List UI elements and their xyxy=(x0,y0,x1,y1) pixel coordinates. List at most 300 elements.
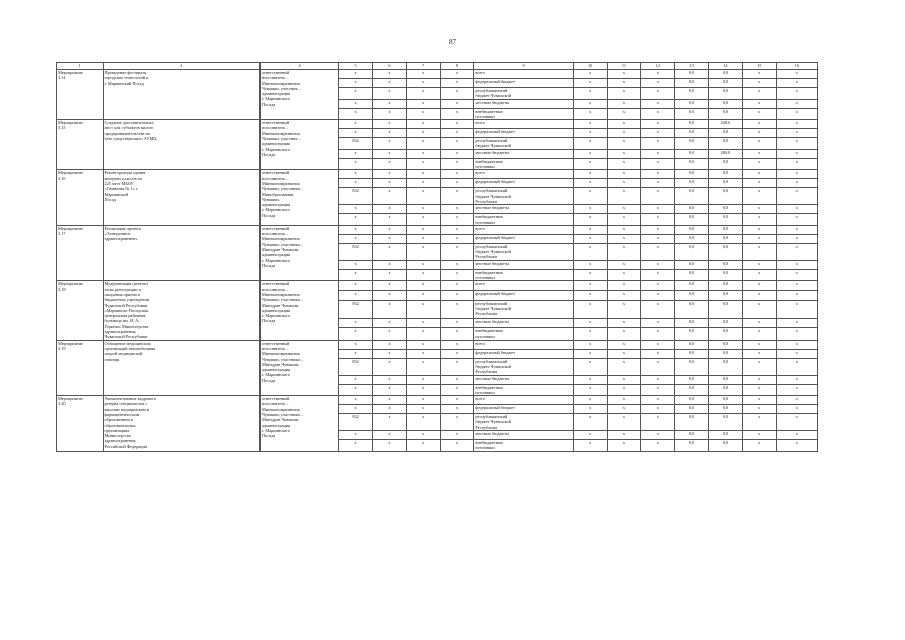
value-cell: x xyxy=(573,340,607,349)
funding-source: федеральный бюджет xyxy=(474,79,573,88)
value-cell: x xyxy=(440,375,474,384)
value-cell: x xyxy=(440,99,474,108)
value-cell: x xyxy=(372,340,406,349)
value-cell: x xyxy=(406,405,440,414)
value-cell: x xyxy=(440,214,474,226)
value-cell: x xyxy=(440,205,474,214)
value-cell: x xyxy=(742,349,776,358)
value-cell: x xyxy=(339,439,373,451)
value-cell: x xyxy=(742,439,776,451)
value-cell: x xyxy=(641,269,675,281)
value-cell: 280,0 xyxy=(709,149,743,158)
funding-source: внебюджетные источники xyxy=(474,108,573,120)
value-cell: 0,0 xyxy=(675,414,709,431)
value-cell: x xyxy=(339,129,373,138)
value-cell: 0,0 xyxy=(675,358,709,375)
value-cell: x xyxy=(742,79,776,88)
funding-source: федеральный бюджет xyxy=(474,129,573,138)
table-row xyxy=(57,396,818,405)
value-cell: 832 xyxy=(339,358,373,375)
value-cell: x xyxy=(607,129,641,138)
column-number: 15 xyxy=(742,63,776,70)
value-cell: x xyxy=(607,158,641,170)
value-cell: x xyxy=(742,108,776,120)
funding-source: федеральный бюджет xyxy=(474,349,573,358)
table-row xyxy=(57,170,818,179)
value-cell: x xyxy=(573,414,607,431)
value-cell: 0,0 xyxy=(675,243,709,260)
value-cell: x xyxy=(573,170,607,179)
table-row xyxy=(57,340,818,349)
value-cell: x xyxy=(440,358,474,375)
value-cell: x xyxy=(607,170,641,179)
column-number: 10 xyxy=(573,63,607,70)
value-cell: x xyxy=(372,170,406,179)
value-cell: x xyxy=(339,170,373,179)
value-cell: 832 xyxy=(339,300,373,318)
funding-source: местные бюджеты xyxy=(474,205,573,214)
value-cell: 0,0 xyxy=(709,430,743,439)
value-cell: x xyxy=(339,430,373,439)
value-cell: x xyxy=(406,396,440,405)
value-cell: x xyxy=(372,290,406,300)
value-cell: 0,0 xyxy=(709,205,743,214)
value-cell: x xyxy=(406,108,440,120)
value-cell: x xyxy=(406,149,440,158)
value-cell: x xyxy=(573,430,607,439)
funding-source: местные бюджеты xyxy=(474,149,573,158)
value-cell: 0,0 xyxy=(709,358,743,375)
value-cell: x xyxy=(641,375,675,384)
value-cell: 0,0 xyxy=(675,88,709,100)
column-number: 9 xyxy=(474,63,573,70)
value-cell: 0,0 xyxy=(709,179,743,188)
value-cell: x xyxy=(641,414,675,431)
value-cell: x xyxy=(406,129,440,138)
value-cell: x xyxy=(573,290,607,300)
value-cell: x xyxy=(776,260,817,269)
value-cell: x xyxy=(440,170,474,179)
value-cell: 0,0 xyxy=(675,328,709,340)
value-cell: x xyxy=(641,340,675,349)
value-cell: 0,0 xyxy=(675,340,709,349)
funding-source: всего xyxy=(474,340,573,349)
column-number: 1 xyxy=(57,63,104,70)
value-cell: x xyxy=(573,300,607,318)
value-cell: x xyxy=(372,300,406,318)
value-cell: x xyxy=(607,300,641,318)
value-cell: x xyxy=(339,340,373,349)
measure-responsible: ответственный исполнитель – Минэкономразвития Чувашии, участники – Минздрав Чувашии, администрация г. Мариинского Посада xyxy=(260,225,338,280)
value-cell: 0,0 xyxy=(675,281,709,291)
value-cell: x xyxy=(406,79,440,88)
value-cell: x xyxy=(641,205,675,214)
value-cell: 0,0 xyxy=(709,375,743,384)
value-cell: x xyxy=(742,328,776,340)
value-cell: x xyxy=(406,138,440,150)
measure-id: Мероприятие 3.16 xyxy=(57,170,104,225)
value-cell: x xyxy=(776,79,817,88)
value-cell: 0,0 xyxy=(709,138,743,150)
value-cell: x xyxy=(641,384,675,396)
value-cell: x xyxy=(573,205,607,214)
value-cell: x xyxy=(641,260,675,269)
value-cell: x xyxy=(776,375,817,384)
value-cell: x xyxy=(742,243,776,260)
value-cell: x xyxy=(641,243,675,260)
value-cell: x xyxy=(406,384,440,396)
value-cell: x xyxy=(641,188,675,205)
value-cell: x xyxy=(641,88,675,100)
value-cell: x xyxy=(440,414,474,431)
value-cell: x xyxy=(440,79,474,88)
value-cell: x xyxy=(440,318,474,328)
value-cell: x xyxy=(406,281,440,291)
value-cell: 0,0 xyxy=(675,179,709,188)
value-cell: x xyxy=(406,214,440,226)
value-cell: 0,0 xyxy=(675,99,709,108)
value-cell: x xyxy=(372,120,406,129)
value-cell: x xyxy=(607,430,641,439)
value-cell: x xyxy=(406,158,440,170)
value-cell: 832 xyxy=(339,243,373,260)
column-number: 2 xyxy=(103,63,259,70)
value-cell: x xyxy=(641,281,675,291)
value-cell: x xyxy=(573,439,607,451)
funding-source: всего xyxy=(474,170,573,179)
value-cell: x xyxy=(440,269,474,281)
value-cell: x xyxy=(776,120,817,129)
value-cell: x xyxy=(742,120,776,129)
value-cell: x xyxy=(372,205,406,214)
table-row xyxy=(57,120,818,129)
value-cell: x xyxy=(573,70,607,79)
value-cell: x xyxy=(406,269,440,281)
value-cell: x xyxy=(742,405,776,414)
value-cell: x xyxy=(573,281,607,291)
value-cell: x xyxy=(372,414,406,431)
measure-responsible: ответственный исполнитель – Минэкономразвития Чувашии, участники – Минобразования Чувашии, администрация г. Мариинского Посада xyxy=(260,170,338,225)
value-cell: 0,0 xyxy=(675,170,709,179)
value-cell: x xyxy=(641,108,675,120)
value-cell: x xyxy=(607,340,641,349)
value-cell: 0,0 xyxy=(709,300,743,318)
value-cell: 0,0 xyxy=(709,328,743,340)
value-cell: x xyxy=(776,414,817,431)
value-cell: x xyxy=(776,396,817,405)
value-cell: 0,0 xyxy=(675,149,709,158)
funding-source: всего xyxy=(474,120,573,129)
value-cell: x xyxy=(573,179,607,188)
value-cell: x xyxy=(406,70,440,79)
column-number-row xyxy=(57,63,818,70)
value-cell: x xyxy=(440,439,474,451)
value-cell: x xyxy=(742,179,776,188)
measure-responsible: ответственный исполнитель – Минэкономразвития Чувашии, участники – Минздрав Чувашии, администрация г. Мариинского Посада xyxy=(260,396,338,451)
funding-source: внебюджетные источники xyxy=(474,439,573,451)
value-cell: x xyxy=(742,384,776,396)
value-cell: 0,0 xyxy=(709,214,743,226)
value-cell: x xyxy=(607,290,641,300)
value-cell: x xyxy=(406,328,440,340)
value-cell: x xyxy=(776,170,817,179)
value-cell: x xyxy=(607,396,641,405)
funding-source: федеральный бюджет xyxy=(474,290,573,300)
value-cell: x xyxy=(372,328,406,340)
value-cell: x xyxy=(607,358,641,375)
measure-name: Реализация проекта «Электронное здравоохранение» xyxy=(103,225,259,280)
value-cell: 0,0 xyxy=(675,349,709,358)
value-cell: x xyxy=(440,300,474,318)
value-cell: x xyxy=(607,99,641,108)
value-cell: x xyxy=(641,318,675,328)
value-cell: x xyxy=(372,260,406,269)
value-cell: x xyxy=(573,214,607,226)
value-cell: x xyxy=(372,234,406,243)
value-cell: x xyxy=(742,88,776,100)
value-cell: 0,0 xyxy=(709,225,743,234)
value-cell: x xyxy=(573,405,607,414)
value-cell: x xyxy=(406,300,440,318)
value-cell: x xyxy=(573,269,607,281)
value-cell: x xyxy=(641,138,675,150)
value-cell: x xyxy=(742,234,776,243)
value-cell: x xyxy=(406,170,440,179)
value-cell: x xyxy=(440,179,474,188)
value-cell: x xyxy=(406,179,440,188)
value-cell: 0,0 xyxy=(675,205,709,214)
value-cell: x xyxy=(776,149,817,158)
value-cell: x xyxy=(607,138,641,150)
value-cell: x xyxy=(742,170,776,179)
page-number: 87 xyxy=(449,38,456,46)
value-cell: x xyxy=(573,149,607,158)
column-number: 16 xyxy=(776,63,817,70)
value-cell: x xyxy=(372,99,406,108)
financing-table xyxy=(56,62,818,452)
value-cell: x xyxy=(641,120,675,129)
column-number: 6 xyxy=(372,63,406,70)
value-cell: 0,0 xyxy=(709,108,743,120)
value-cell: x xyxy=(372,405,406,414)
value-cell: x xyxy=(440,349,474,358)
value-cell: 832 xyxy=(339,188,373,205)
value-cell: x xyxy=(641,358,675,375)
funding-source: всего xyxy=(474,396,573,405)
value-cell: x xyxy=(776,234,817,243)
value-cell: x xyxy=(776,349,817,358)
funding-source: республиканский бюджет Чувашской xyxy=(474,138,573,150)
value-cell: 0,0 xyxy=(675,384,709,396)
value-cell: x xyxy=(607,439,641,451)
funding-source: республиканский бюджет Чувашской Республики xyxy=(474,188,573,205)
value-cell: x xyxy=(641,405,675,414)
value-cell: x xyxy=(776,300,817,318)
funding-source: федеральный бюджет xyxy=(474,234,573,243)
value-cell: 0,0 xyxy=(675,375,709,384)
value-cell: x xyxy=(372,188,406,205)
funding-source: всего xyxy=(474,281,573,291)
value-cell: x xyxy=(776,214,817,226)
column-number: 14 xyxy=(709,63,743,70)
value-cell: x xyxy=(776,290,817,300)
value-cell: 0,0 xyxy=(675,108,709,120)
value-cell: x xyxy=(607,281,641,291)
funding-source: местные бюджеты xyxy=(474,318,573,328)
value-cell: 0,0 xyxy=(675,405,709,414)
value-cell: x xyxy=(372,179,406,188)
value-cell: x xyxy=(573,99,607,108)
value-cell: 0,0 xyxy=(675,430,709,439)
value-cell: 240,0 xyxy=(709,120,743,129)
value-cell: x xyxy=(573,79,607,88)
value-cell: x xyxy=(339,281,373,291)
value-cell: x xyxy=(742,214,776,226)
value-cell: x xyxy=(776,430,817,439)
measure-name: Оснащение медицинских организаций автомобилями скорой медицинской помощи xyxy=(103,340,259,395)
value-cell: x xyxy=(607,269,641,281)
value-cell: x xyxy=(573,108,607,120)
value-cell: x xyxy=(776,318,817,328)
value-cell: x xyxy=(406,340,440,349)
value-cell: 0,0 xyxy=(709,269,743,281)
value-cell: x xyxy=(440,405,474,414)
measure-id: Мероприятие 3.15 xyxy=(57,120,104,170)
value-cell: x xyxy=(742,430,776,439)
value-cell: 0,0 xyxy=(675,269,709,281)
value-cell: x xyxy=(607,108,641,120)
value-cell: x xyxy=(372,281,406,291)
value-cell: x xyxy=(440,281,474,291)
value-cell: x xyxy=(372,396,406,405)
value-cell: x xyxy=(339,225,373,234)
value-cell: x xyxy=(776,384,817,396)
value-cell: x xyxy=(641,234,675,243)
value-cell: x xyxy=(742,138,776,150)
value-cell: x xyxy=(776,158,817,170)
value-cell: x xyxy=(339,269,373,281)
value-cell: x xyxy=(339,405,373,414)
value-cell: x xyxy=(641,70,675,79)
value-cell: x xyxy=(406,414,440,431)
value-cell: x xyxy=(776,225,817,234)
value-cell: x xyxy=(339,318,373,328)
value-cell: 0,0 xyxy=(675,225,709,234)
value-cell: x xyxy=(406,120,440,129)
measure-id: Мероприятие 3.14 xyxy=(57,70,104,120)
funding-source: местные бюджеты xyxy=(474,99,573,108)
value-cell: x xyxy=(607,243,641,260)
value-cell: 0,0 xyxy=(709,405,743,414)
measure-name: Укомплектование кадрового резерва специалистов с высшим медицинским и фармацевтическим образованием в образовательных организациях Министерства здравоохранения Российской Федерации xyxy=(103,396,259,451)
value-cell: x xyxy=(641,99,675,108)
value-cell: x xyxy=(641,430,675,439)
value-cell: x xyxy=(776,108,817,120)
value-cell: x xyxy=(440,290,474,300)
funding-source: местные бюджеты xyxy=(474,430,573,439)
value-cell: x xyxy=(607,260,641,269)
value-cell: x xyxy=(607,414,641,431)
value-cell: x xyxy=(607,234,641,243)
column-number: 5 xyxy=(339,63,373,70)
value-cell: x xyxy=(406,225,440,234)
value-cell: x xyxy=(573,234,607,243)
value-cell: 0,0 xyxy=(709,396,743,405)
value-cell: x xyxy=(440,138,474,150)
value-cell: x xyxy=(339,179,373,188)
value-cell: x xyxy=(372,214,406,226)
value-cell: x xyxy=(776,70,817,79)
value-cell: 0,0 xyxy=(709,188,743,205)
value-cell: 0,0 xyxy=(675,70,709,79)
value-cell: x xyxy=(607,70,641,79)
value-cell: x xyxy=(742,158,776,170)
funding-source: республиканский бюджет Чувашской Республики xyxy=(474,358,573,375)
value-cell: 0,0 xyxy=(675,158,709,170)
value-cell: 0,0 xyxy=(709,340,743,349)
value-cell: x xyxy=(607,79,641,88)
value-cell: x xyxy=(339,99,373,108)
value-cell: x xyxy=(776,340,817,349)
value-cell: x xyxy=(372,88,406,100)
value-cell: x xyxy=(742,300,776,318)
column-number: 8 xyxy=(440,63,474,70)
value-cell: x xyxy=(339,384,373,396)
value-cell: x xyxy=(742,375,776,384)
funding-source: внебюджетные источники xyxy=(474,269,573,281)
value-cell: x xyxy=(742,225,776,234)
value-cell: x xyxy=(742,318,776,328)
value-cell: x xyxy=(607,120,641,129)
value-cell: x xyxy=(339,205,373,214)
value-cell: x xyxy=(607,384,641,396)
value-cell: x xyxy=(406,430,440,439)
measure-name: Модернизация (ремонт) зоны регистрации и ожидания приема в бюджетном учреждении Чувашской Республики «Мариинско-Посадская центральная районная больница им. Н. А. Геркена» Министерства здравоохранения Чувашской Республики xyxy=(103,281,259,340)
value-cell: x xyxy=(607,188,641,205)
value-cell: x xyxy=(573,328,607,340)
value-cell: x xyxy=(742,205,776,214)
value-cell: x xyxy=(776,328,817,340)
measure-name: Создание дополнительных мест для субъектов малого предпринимательства на базе существующего АУМЦ xyxy=(103,120,259,170)
table-row xyxy=(57,70,818,79)
value-cell: x xyxy=(406,88,440,100)
value-cell: x xyxy=(607,225,641,234)
value-cell: x xyxy=(372,375,406,384)
value-cell: 0,0 xyxy=(709,158,743,170)
value-cell: x xyxy=(573,188,607,205)
value-cell: x xyxy=(372,225,406,234)
funding-source: внебюджетные источники xyxy=(474,384,573,396)
funding-source: внебюджетные источники xyxy=(474,214,573,226)
value-cell: x xyxy=(406,243,440,260)
value-cell: x xyxy=(440,260,474,269)
value-cell: x xyxy=(641,225,675,234)
measure-responsible: ответственный исполнитель – Минэкономразвития Чувашии, участник – администрация г. Мариинского Посада xyxy=(260,70,338,120)
value-cell: x xyxy=(339,149,373,158)
value-cell: 0,0 xyxy=(709,170,743,179)
value-cell: x xyxy=(440,340,474,349)
value-cell: x xyxy=(776,358,817,375)
table-body xyxy=(57,70,818,452)
value-cell: 0,0 xyxy=(709,129,743,138)
value-cell: x xyxy=(776,138,817,150)
funding-source: республиканский бюджет Чувашской Республики xyxy=(474,414,573,431)
value-cell: 0,0 xyxy=(675,188,709,205)
measure-id: Мероприятие 3.18 xyxy=(57,281,104,340)
value-cell: 0,0 xyxy=(709,384,743,396)
value-cell: x xyxy=(406,375,440,384)
value-cell: x xyxy=(440,70,474,79)
